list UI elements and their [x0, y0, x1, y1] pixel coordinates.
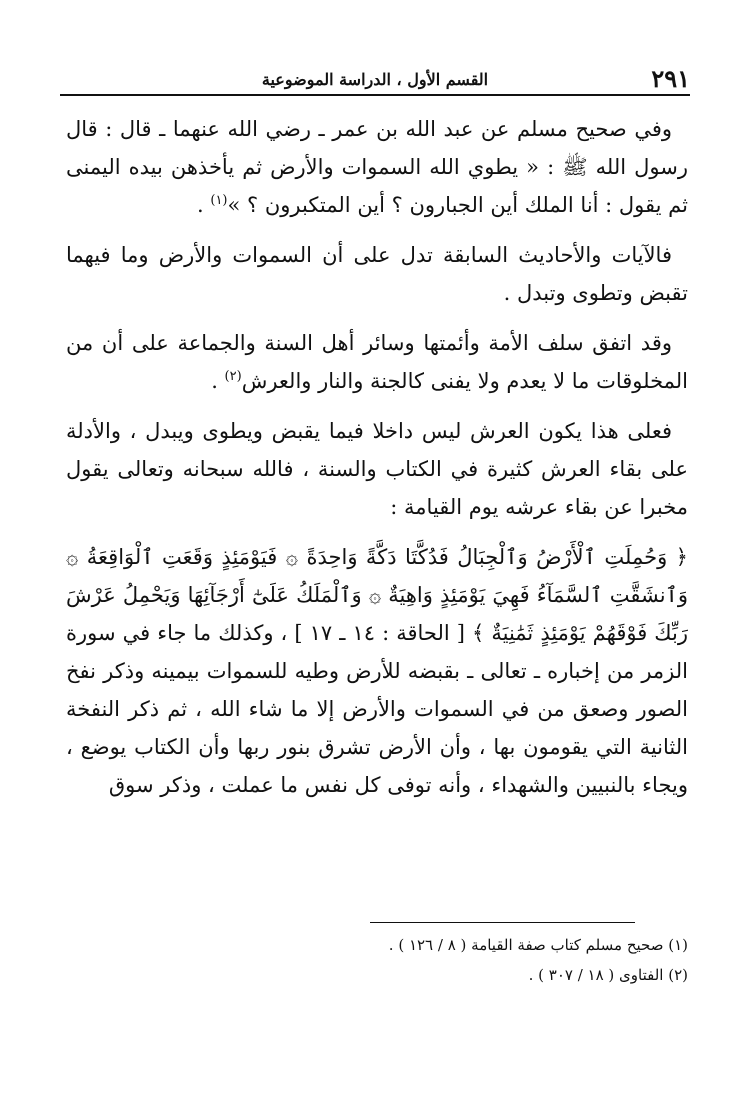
page-header — [60, 62, 690, 96]
paragraph-text: فعلى هذا يكون العرش ليس داخلا فيما يقبض ويطوى ويبدل ، والأدلة على بقاء العرش كثيرة في الكتاب والسنة ، فالله سبحانه وتعالى يقول مخبرا عن بقاء عرشه يوم القيامة : — [66, 419, 688, 519]
footnote-2: (٢) الفتاوى ( ١٨ / ٣٠٧ ) . — [528, 966, 688, 984]
footnote-divider — [370, 922, 635, 923]
footnote-ref-2: (٢) — [224, 369, 242, 384]
paragraph-throne — [66, 412, 688, 526]
header-rule — [60, 94, 690, 96]
paragraph-tail: . — [211, 369, 225, 393]
paragraph-text: وقد اتفق سلف الأمة وأئمتها وسائر أهل السنة والجماعة على أن من المخلوقات ما لا يعدم ولا يفنى كالجنة والنار والعرش — [66, 331, 688, 393]
paragraph-verse — [66, 538, 688, 804]
paragraph-tail: . — [197, 193, 211, 217]
paragraph-hadith — [66, 110, 688, 224]
page-number: ٢٩١ — [651, 64, 690, 93]
paragraph-consensus — [66, 324, 688, 400]
verse-citation: [ الحاقة : ١٤ ـ ١٧ ] — [294, 621, 465, 645]
paragraph-text: فالآيات والأحاديث السابقة تدل على أن السموات والأرض وما فيهما تقبض وتطوى وتبدل . — [66, 243, 688, 305]
paragraph-summary — [66, 236, 688, 312]
paragraph-text: وفي صحيح مسلم عن عبد الله بن عمر ـ رضي الله عنهما ـ قال : قال رسول الله ﷺ : « يطوي الله السموات والأرض ثم يأخذهن بيده اليمنى ثم يقول : أنا الملك أين الجبارون ؟ أين المتكبرون ؟ » — [66, 117, 688, 217]
quran-verse: ﴿ وَحُمِلَتِ ٱلْأَرْضُ وَٱلْجِبَالُ فَدُكَّتَا دَكَّةً وَاحِدَةً ۞ فَيَوْمَئِذٍ وَقَعَتِ ٱلْوَاقِعَةُ ۞ وَٱنشَقَّتِ ٱلسَّمَآءُ فَهِيَ يَوْمَئِذٍ وَاهِيَةٌ ۞ وَٱلْمَلَكُ عَلَىٰٓ أَرْجَآئِهَا وَيَحْمِلُ عَرْشَ رَبِّكَ فَوْقَهُمْ يَوْمَئِذٍ ثَمَٰنِيَةٌ ﴾ — [66, 545, 688, 645]
running-title: القسم الأول ، الدراسة الموضوعية — [261, 70, 489, 89]
verse-continuation: ، وكذلك ما جاء في سورة الزمر من إخباره ـ تعالى ـ بقبضه للأرض وطيه للسموات بيمينه وذكر نفخ الصور وصعق من في السموات والأرض إلا ما شاء الله ، ثم ذكر النفخة الثانية التي يقومون بها ، وأن الأرض تشرق بنور ربها وأن الكتاب يوضع ، ويجاء بالنبيين والشهداء ، وأنه توفى كل نفس ما عملت ، وذكر سوق — [66, 621, 688, 797]
footnotes — [66, 930, 688, 990]
main-text — [66, 110, 688, 816]
footnote-1: (١) صحيح مسلم كتاب صفة القيامة ( ٨ / ١٢٦ ) . — [388, 936, 688, 954]
footnote-ref-1: (١) — [210, 193, 228, 208]
